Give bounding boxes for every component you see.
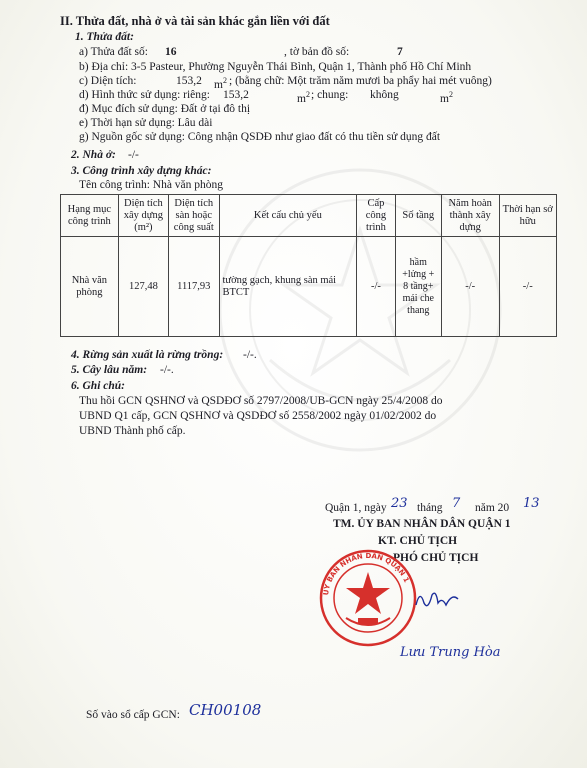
map-sheet-label: , tờ bản đồ số: [284, 46, 350, 58]
construction-name: Tên công trình: Nhà văn phòng [79, 179, 224, 191]
table-header-cell: Số tầng [395, 195, 441, 237]
area-words: ; (bằng chữ: Một trăm năm mươi ba phẩy hai mét vuông) [229, 75, 492, 87]
notes-line: Thu hồi GCN QSHNƠ và QSDĐƠ số 2797/2008/UB-GCN ngày 25/4/2008 do [79, 395, 443, 407]
registry-number: CH00108 [189, 701, 262, 719]
forest-heading: 4. Rừng sản xuất là rừng trồng: [71, 349, 224, 361]
notes-line: UBND Q1 cấp, GCN QSHNƠ và QSDĐƠ số 2558/2002 ngày 01/02/2002 do [79, 410, 437, 422]
usage-common-unit: $m^2$ [440, 90, 453, 105]
signature-scribble-icon [412, 585, 462, 615]
table-cell: -/- [441, 237, 499, 337]
table-row [61, 237, 557, 337]
usage-private-unit: $m^2$ [297, 90, 310, 105]
issuing-authority: TM. ỦY BAN NHÂN DÂN QUẬN 1 [333, 518, 511, 530]
house-heading: 2. Nhà ở: [71, 149, 116, 161]
table-header-cell: Kết cấu chủ yếu [219, 195, 357, 237]
usage-origin: g) Nguồn gốc sử dụng: Công nhận QSDĐ như giao đất có thu tiền sử dụng đất [79, 131, 441, 143]
issue-year: 13 [523, 496, 540, 511]
issue-day: 23 [391, 496, 408, 511]
usage-term: e) Thời hạn sử dụng: Lâu dài [79, 117, 213, 129]
usage-private-value: 153,2 [223, 89, 249, 101]
forest-value: -/-. [243, 349, 257, 361]
table-cell: -/- [357, 237, 395, 337]
map-sheet-value: 7 [397, 46, 403, 58]
table-cell: -/- [499, 237, 557, 337]
svg-text:ỦY BAN NHÂN DÂN QUẬN 1: ỦY BAN NHÂN DÂN QUẬN 1 [322, 551, 411, 596]
chairman-title: KT. CHỦ TỊCH [378, 535, 458, 547]
perennial-value: -/-. [160, 364, 174, 376]
table-cell: hầm +lửng + 8 tầng+ mái che thang [395, 237, 441, 337]
parcel-number-label: a) Thửa đất số: [79, 46, 148, 58]
parcel-number-value: 16 [165, 46, 177, 58]
issue-month: 7 [452, 496, 461, 511]
table-cell: Nhà văn phòng [61, 237, 119, 337]
issue-year-label: năm 20 [475, 502, 510, 514]
issue-place-label: Quận 1, ngày [325, 502, 387, 514]
perennial-heading: 5. Cây lâu năm: [71, 364, 148, 376]
parcel-heading: 1. Thửa đất: [75, 31, 134, 43]
construction-table [60, 194, 557, 337]
table-header-cell: Diện tích sàn hoặc công suất [169, 195, 219, 237]
vice-chairman-title: PHÓ CHỦ TỊCH [393, 552, 479, 564]
notes-line: UBND Thành phố cấp. [79, 425, 186, 437]
table-cell: 1117,93 [169, 237, 219, 337]
usage-form-label: d) Hình thức sử dụng: riêng: [79, 89, 210, 101]
table-header-cell: Năm hoàn thành xây dựng [441, 195, 499, 237]
table-header-cell: Diện tích xây dựng (m²) [118, 195, 168, 237]
area-value: 153,2 [176, 75, 202, 87]
usage-purpose: đ) Mục đích sử dụng: Đất ở tại đô thị [79, 103, 251, 115]
table-cell: 127,48 [118, 237, 168, 337]
notes-heading: 6. Ghi chú: [71, 380, 125, 392]
table-header-cell: Hạng mục công trình [61, 195, 119, 237]
official-seal-icon [318, 548, 418, 648]
construction-heading: 3. Công trình xây dựng khác: [71, 165, 212, 177]
registry-label: Số vào sổ cấp GCN: [86, 709, 180, 721]
table-header-cell: Cấp công trình [357, 195, 395, 237]
table-header-row [61, 195, 557, 237]
usage-common-value: không [370, 89, 399, 101]
section-title: II. Thửa đất, nhà ở và tài sản khác gắn liền với đất [60, 14, 330, 28]
area-unit: $m^2$ [214, 76, 227, 91]
house-value: -/- [128, 149, 139, 161]
address-line: b) Địa chỉ: 3-5 Pasteur, Phường Nguyễn Thái Bình, Quận 1, Thành phố Hồ Chí Minh [79, 61, 472, 73]
table-cell: tường gạch, khung sàn mái BTCT [219, 237, 357, 337]
signer-name: Lưu Trung Hòa [400, 645, 501, 660]
issue-month-label: tháng [417, 502, 443, 514]
table-header-cell: Thời hạn sở hữu [499, 195, 557, 237]
area-label: c) Diện tích: [79, 75, 137, 87]
usage-common-label: ; chung: [311, 89, 349, 101]
